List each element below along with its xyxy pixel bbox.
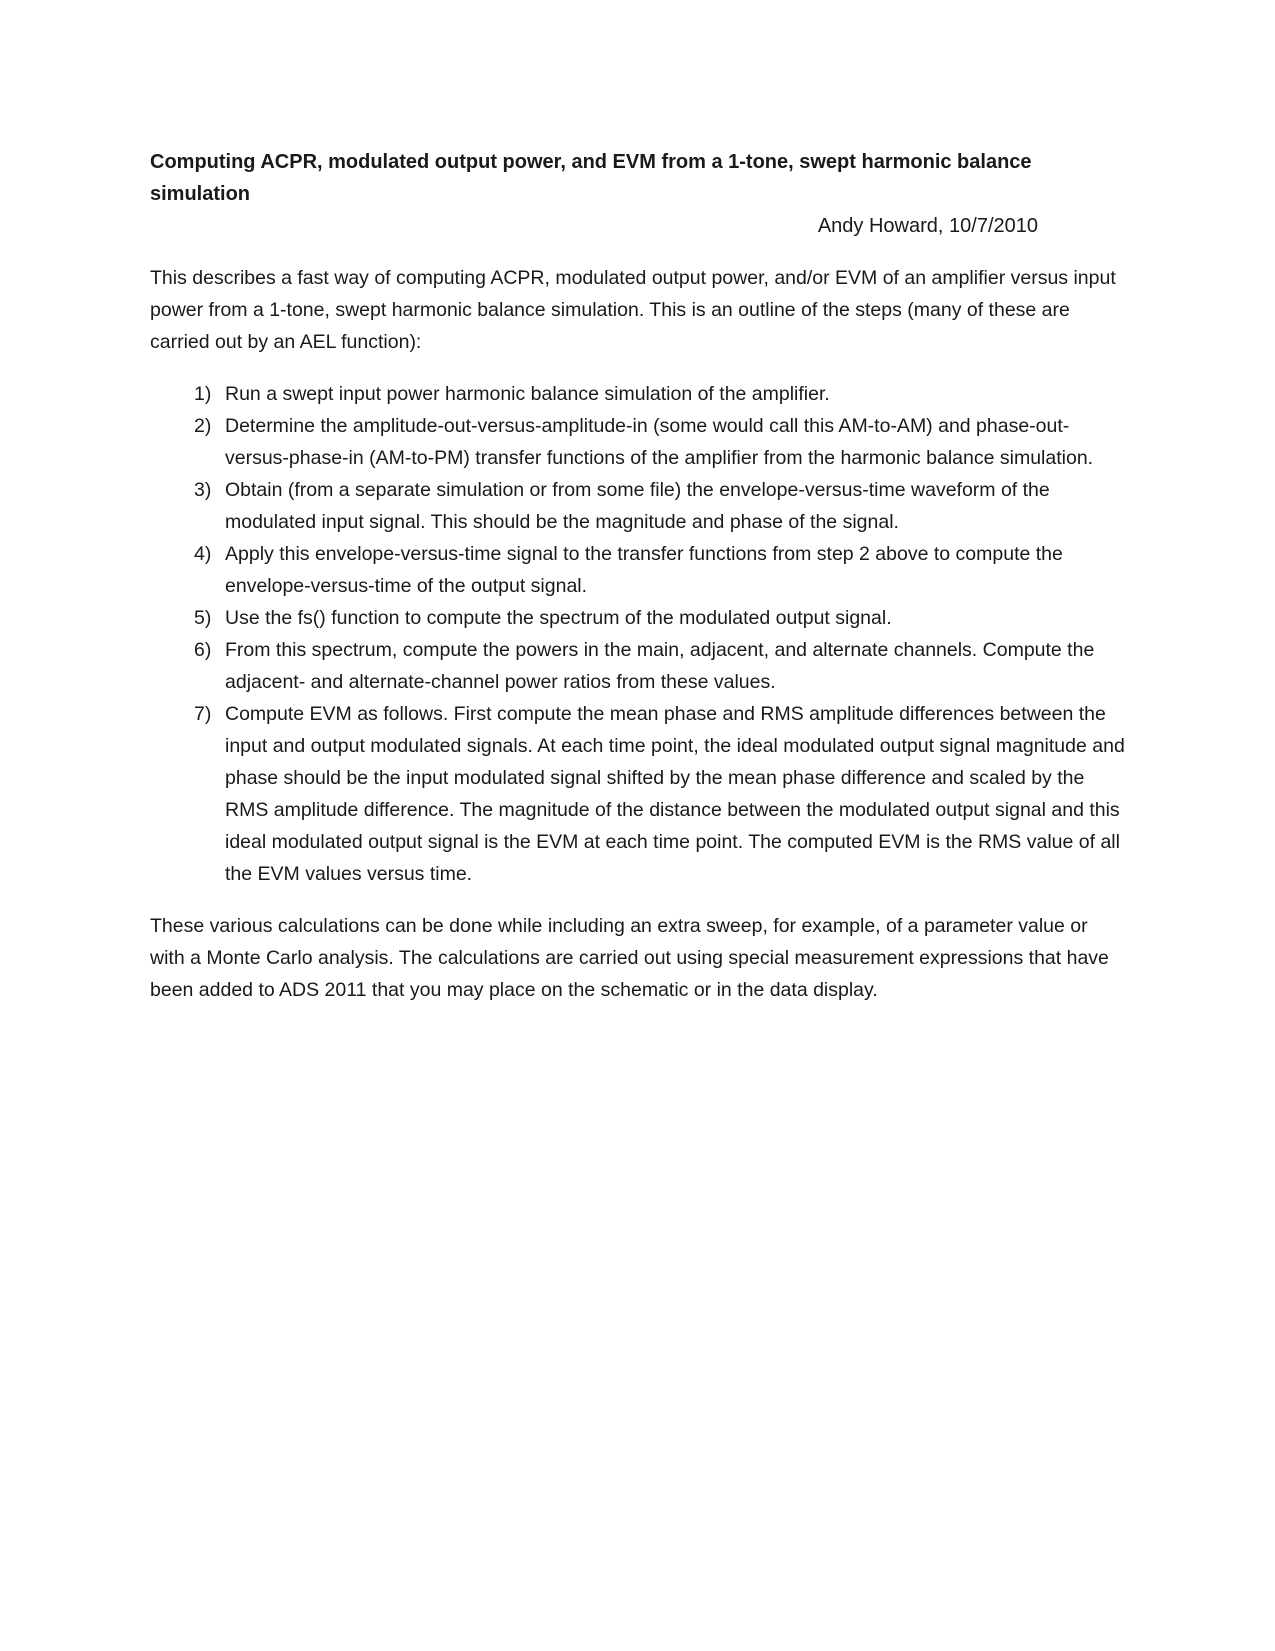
list-item bbox=[150, 538, 1125, 602]
step-number: 3) bbox=[194, 479, 212, 501]
step-text: Compute EVM as follows. First compute the mean phase and RMS amplitude differences between the input and output modulated signals. At each time point, the ideal modulated output signal magnitude and phase should be the input modulated signal shifted by the mean phase difference and scaled by the RMS amplitude difference. The magnitude of the distance between the modulated output signal and this ideal modulated output signal is the EVM at each time point. The computed EVM is the RMS value of all the EVM values versus time. bbox=[225, 703, 1125, 885]
list-item bbox=[150, 474, 1125, 538]
step-text: From this spectrum, compute the powers in the main, adjacent, and alternate channels. Compute the adjacent- and alternate-channel power ratios from these values. bbox=[225, 639, 1095, 693]
step-number: 6) bbox=[194, 639, 212, 661]
document-page bbox=[150, 146, 1125, 1006]
step-text: Determine the amplitude-out-versus-amplitude-in (some would call this AM-to-AM) and phase-out-versus-phase-in (AM-to-PM) transfer functions of the amplifier from the harmonic balance simulation. bbox=[225, 415, 1094, 469]
step-number: 4) bbox=[194, 543, 212, 565]
step-text: Apply this envelope-versus-time signal to the transfer functions from step 2 above to compute the envelope-versus-time of the output signal. bbox=[225, 543, 1063, 597]
document-title: Computing ACPR, modulated output power, and EVM from a 1-tone, swept harmonic balance simulation bbox=[150, 151, 1032, 205]
step-number: 2) bbox=[194, 415, 212, 437]
step-text: Use the fs() function to compute the spectrum of the modulated output signal. bbox=[225, 607, 892, 629]
intro-paragraph: This describes a fast way of computing ACPR, modulated output power, and/or EVM of an amplifier versus input power from a 1-tone, swept harmonic balance simulation. This is an outline of the steps (many of these are carried out by an AEL function): bbox=[150, 267, 1116, 353]
author-date-line: Andy Howard, 10/7/2010 bbox=[817, 215, 1038, 237]
step-text: Obtain (from a separate simulation or from some file) the envelope-versus-time waveform of the modulated input signal. This should be the magnitude and phase of the signal. bbox=[225, 479, 1050, 533]
step-number: 1) bbox=[194, 383, 212, 405]
step-text: Run a swept input power harmonic balance simulation of the amplifier. bbox=[225, 383, 830, 405]
list-item bbox=[150, 634, 1125, 698]
list-item bbox=[150, 410, 1125, 474]
closing-paragraph: These various calculations can be done while including an extra sweep, for example, of a parameter value or with a Monte Carlo analysis. The calculations are carried out using special measurement expressions that have been added to ADS 2011 that you may place on the schematic or in the data display. bbox=[150, 915, 1109, 1001]
list-item bbox=[150, 698, 1125, 890]
steps-list bbox=[150, 378, 1125, 890]
list-item bbox=[150, 378, 1125, 410]
step-number: 7) bbox=[194, 703, 212, 725]
step-number: 5) bbox=[194, 607, 212, 629]
list-item bbox=[150, 602, 1125, 634]
